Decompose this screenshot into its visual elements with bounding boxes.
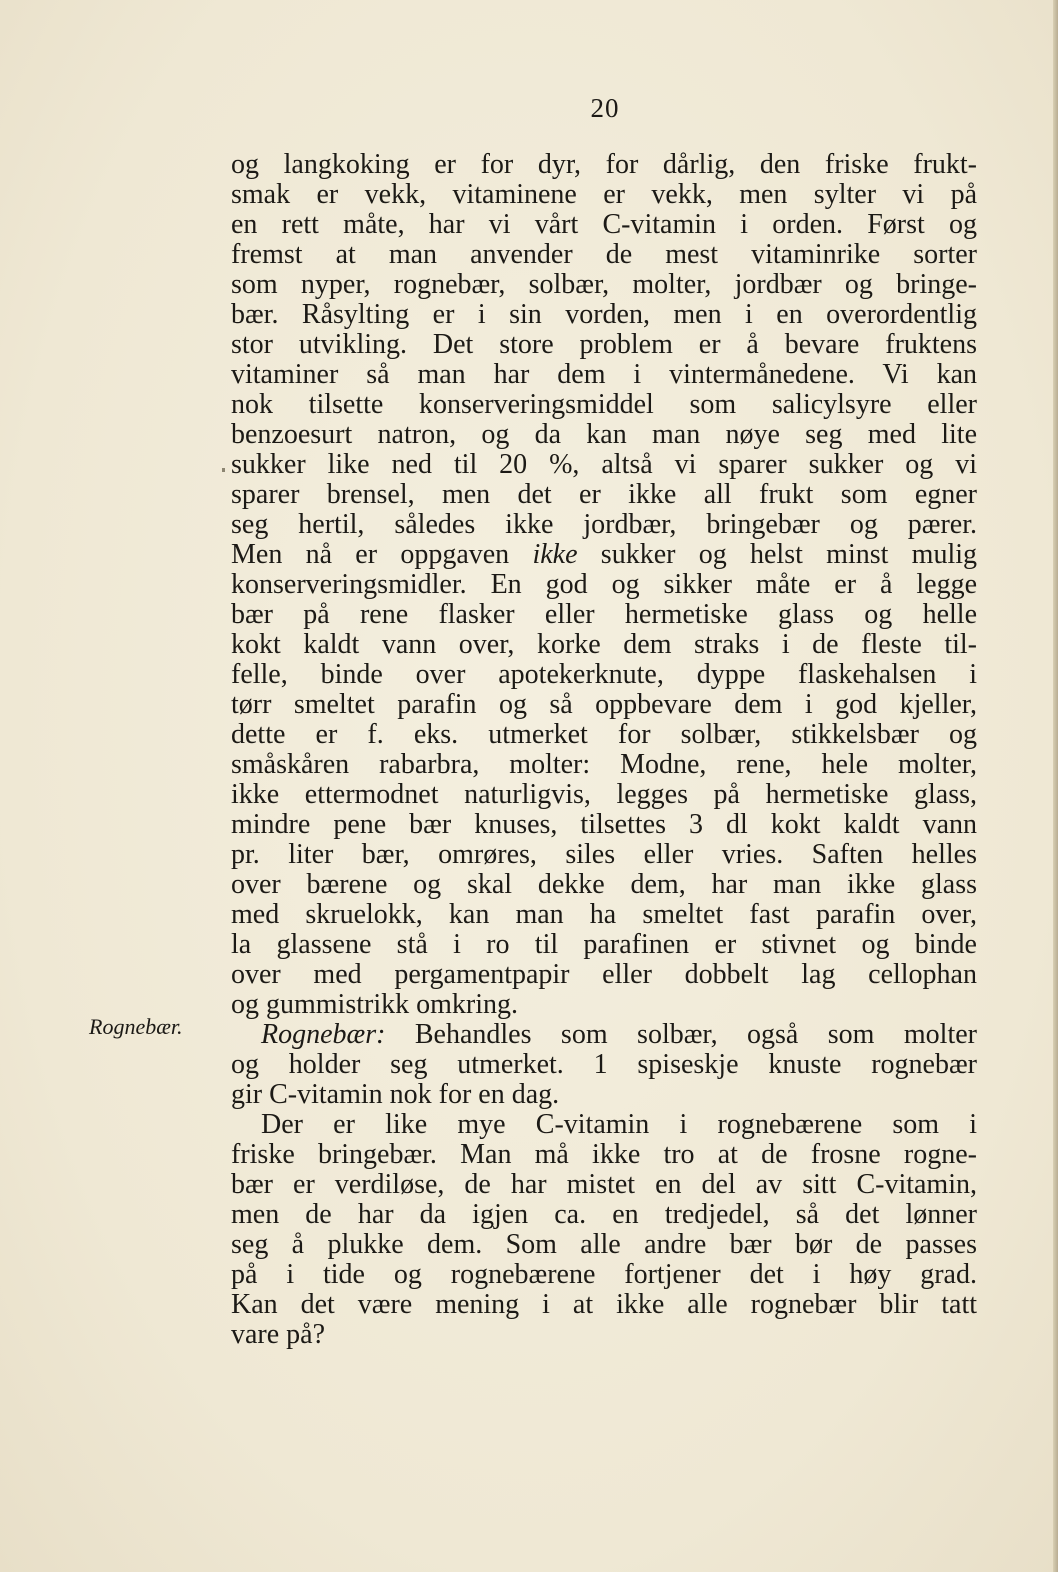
text-line: mindre pene bær knuses, tilsettes 3 dl kokt kaldt vann xyxy=(231,809,977,840)
text-line: og gummistrikk omkring. xyxy=(231,989,518,1020)
text-line: gir C-vitamin nok for en dag. xyxy=(231,1079,560,1110)
text-line: bær. Råsylting er i sin vorden, men i en overordentlig xyxy=(231,299,977,330)
text-line: over bærene og skal dekke dem, har man ikke glass xyxy=(231,869,977,900)
text-segment: sukker og helst minst mulig xyxy=(577,539,978,570)
text-line-with-emphasis xyxy=(231,540,977,570)
text-line: konserveringsmidler. En god og sikker måte er å legge xyxy=(231,569,977,600)
text-line: seg hertil, således ikke jordbær, bringebær og pærer. xyxy=(231,509,977,540)
text-line: over med pergamentpapir eller dobbelt lag cellophan xyxy=(231,959,977,990)
text-line: Der er like mye C-vitamin i rognebærene som i xyxy=(261,1109,977,1140)
margin-note: Rognebær. xyxy=(89,1014,183,1039)
text-line: men de har da igjen ca. en tredjedel, så det lønner xyxy=(231,1199,977,1230)
page-number: 20 xyxy=(590,93,620,123)
body-text xyxy=(231,150,977,1350)
text-line: Kan det være mening i at ikke alle rognebær blir tatt xyxy=(231,1289,977,1320)
text-line: vitaminer så man har dem i vintermånedene. Vi kan xyxy=(231,359,977,390)
text-line: stor utvikling. Det store problem er å bevare fruktens xyxy=(231,329,977,360)
page-edge xyxy=(1053,0,1058,1572)
text-segment: Men nå er oppgaven xyxy=(231,539,533,570)
text-line: på i tide og rognebærene fortjener det i høy grad. xyxy=(231,1259,977,1290)
text-line: la glassene stå i ro til parafinen er stivnet og binde xyxy=(231,929,977,960)
text-line: tørr smeltet parafin og så oppbevare dem i god kjeller, xyxy=(231,689,977,720)
text-line: fremst at man anvender de mest vitaminrike sorter xyxy=(231,239,977,270)
text-line: benzoesurt natron, og da kan man nøye seg med lite xyxy=(231,419,977,450)
text-line: ikke ettermodnet naturligvis, legges på hermetiske glass, xyxy=(231,779,977,810)
text-line: dette er f. eks. utmerket for solbær, stikkelsbær og xyxy=(231,719,977,750)
text-line: og holder seg utmerket. 1 spiseskje knuste rognebær xyxy=(231,1049,977,1080)
text-line: pr. liter bær, omrøres, siles eller vries. Saften helles xyxy=(231,839,977,870)
text-line: friske bringebær. Man må ikke tro at de frosne rogne- xyxy=(231,1139,977,1170)
emphasized-word: ikke xyxy=(532,539,578,570)
text-line: sparer brensel, men det er ikke all frukt som egner xyxy=(231,479,977,510)
text-line: småskåren rabarbra, molter: Modne, rene, hele molter, xyxy=(231,749,977,780)
text-line: sukker like ned til 20 %, altså vi sparer sukker og vi xyxy=(231,449,977,480)
text-line: nok tilsette konserveringsmiddel som salicylsyre eller xyxy=(231,389,977,420)
text-line: felle, binde over apotekerknute, dyppe flaskehalsen i xyxy=(231,659,977,690)
text-segment: Behandles som solbær, også som molter xyxy=(385,1019,977,1050)
text-line: med skruelokk, kan man ha smeltet fast parafin over, xyxy=(231,899,977,930)
text-line: kokt kaldt vann over, korke dem straks i de fleste til- xyxy=(231,629,977,660)
text-line: og langkoking er for dyr, for dårlig, den friske frukt- xyxy=(231,149,977,180)
text-line: en rett måte, har vi vårt C-vitamin i orden. Først og xyxy=(231,209,977,240)
text-line-with-heading xyxy=(231,1020,977,1050)
text-line: seg å plukke dem. Som alle andre bær bør de passes xyxy=(231,1229,977,1260)
margin-mark xyxy=(222,468,225,472)
text-line: bær på rene flasker eller hermetiske glass og helle xyxy=(231,599,977,630)
text-line: vare på? xyxy=(231,1319,326,1350)
text-line: smak er vekk, vitaminene er vekk, men sylter vi på xyxy=(231,179,977,210)
text-line: som nyper, rognebær, solbær, molter, jordbær og bringe- xyxy=(231,269,977,300)
section-heading: Rognebær: xyxy=(261,1019,386,1050)
text-line: bær er verdiløse, de har mistet en del av sitt C-vitamin, xyxy=(231,1169,977,1200)
